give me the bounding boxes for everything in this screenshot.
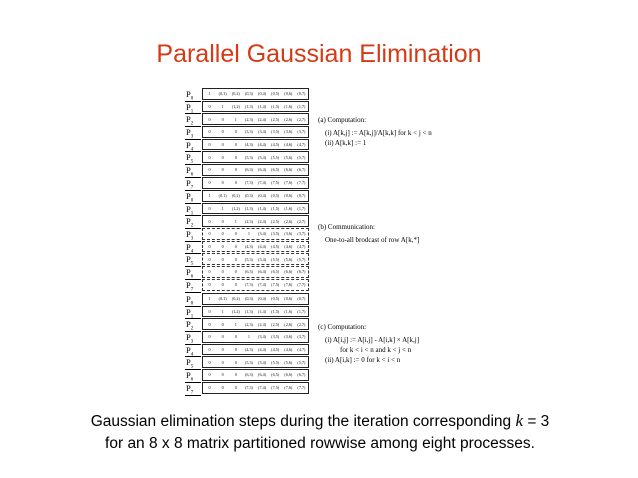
process-label: $P_4$ [185,139,201,153]
matrix-cell: (0,5) [271,91,280,97]
matrix-cell: 1 [208,193,211,199]
matrix-cell: 0 [208,321,211,327]
matrix-cell: (4,4) [258,244,267,250]
process-label: $P_0$ [185,293,201,307]
matrix-cell: (0,3) [244,296,253,302]
matrix-cell: (4,3) [244,244,253,250]
process-label: $P_2$ [185,113,201,127]
matrix-cell: (7,3) [244,282,253,288]
matrix-cell: 1 [247,231,250,237]
matrix-cell: (0,1) [218,296,227,302]
matrix-cell: 0 [208,116,211,122]
matrix-cell: (2,3) [244,321,253,327]
matrix-row [185,151,310,164]
matrix-cell: (6,3) [244,167,253,173]
matrix-cell: 1 [208,296,211,302]
matrix-cell: 0 [208,385,211,391]
process-label: $P_1$ [185,203,201,217]
matrix-cell: (1,5) [271,104,280,110]
matrix-row [185,164,310,177]
matrix-panel-c [185,293,310,395]
matrix-cell: 0 [221,321,224,327]
matrix-row [185,177,310,190]
matrix-cell: (7,6) [284,385,293,391]
matrix-cell: (4,4) [258,142,267,148]
matrix-cell: (6,4) [258,269,267,275]
process-label: $P_2$ [185,318,201,332]
matrix-cell: 0 [221,129,224,135]
process-label: $P_2$ [185,215,201,229]
matrix-cell: 0 [208,372,211,378]
matrix-cell: (1,6) [284,206,293,212]
matrix-cell: (2,4) [258,218,267,224]
matrix-cell: 0 [234,244,237,250]
matrix-cell: (2,7) [297,116,306,122]
matrix-cell: (6,5) [271,372,280,378]
matrix-row [185,139,310,152]
matrix-row-cells [202,356,309,368]
matrix-cell: 0 [208,180,211,186]
matrix-cell: (6,5) [271,269,280,275]
matrix-cell: (1,7) [297,309,306,315]
matrix-cell: (6,3) [244,269,253,275]
matrix-cell: (1,4) [258,206,267,212]
matrix-row-cells [202,279,309,291]
matrix-cell: 0 [221,372,224,378]
matrix-cell: (1,2) [231,104,240,110]
matrix-cell: 0 [208,256,211,262]
process-label: $P_6$ [185,164,201,178]
process-label: $P_0$ [185,88,201,102]
matrix-cell: 0 [208,244,211,250]
matrix-row [185,293,310,306]
matrix-row-cells [202,203,309,215]
matrix-cell: (0,7) [297,91,306,97]
matrix-cell: (7,5) [271,385,280,391]
matrix-cell: (1,7) [297,104,306,110]
matrix-cell: 0 [234,154,237,160]
matrix-cell: (0,1) [218,91,227,97]
matrix-row-cells [202,139,309,151]
matrix-cell: 0 [221,385,224,391]
matrix-cell: (4,3) [244,347,253,353]
matrix-cell: (3,5) [271,231,280,237]
matrix-row [185,318,310,331]
process-label: $P_7$ [185,279,201,293]
matrix-cell: (3,7) [297,129,306,135]
matrix-cell: (3,6) [284,231,293,237]
matrix-cell: (1,6) [284,309,293,315]
matrix-cell: (2,7) [297,218,306,224]
matrix-cell: (0,3) [244,91,253,97]
matrix-row [185,113,310,126]
matrix-row [185,215,310,228]
matrix-cell: 1 [221,309,224,315]
matrix-cell: 0 [234,282,237,288]
process-label: $P_4$ [185,344,201,358]
matrix-row-cells [202,369,309,381]
matrix-cell: (1,4) [258,104,267,110]
matrix-cell: (7,7) [297,282,306,288]
matrix-cell: (4,3) [244,142,253,148]
matrix-cell: (2,3) [244,116,253,122]
matrix-cell: (5,5) [271,359,280,365]
matrix-cell: (5,3) [244,256,253,262]
matrix-cell: (2,5) [271,116,280,122]
matrix-row [185,241,310,254]
matrix-cell: 0 [234,142,237,148]
matrix-row-cells [202,344,309,356]
process-label: $P_5$ [185,356,201,370]
matrix-cell: (5,3) [244,359,253,365]
matrix-row [185,306,310,319]
matrix-cell: (5,7) [297,154,306,160]
matrix-cell: (7,3) [244,385,253,391]
matrix-cell: (7,5) [271,282,280,288]
matrix-cell: 0 [221,256,224,262]
matrix-cell: (2,4) [258,321,267,327]
matrix-cell: 0 [221,154,224,160]
matrix-cell: 0 [208,334,211,340]
matrix-cell: 0 [221,180,224,186]
matrix-cell: 0 [234,167,237,173]
side-text-b [318,222,419,245]
slide-caption [20,410,620,455]
matrix-cell: (7,6) [284,180,293,186]
matrix-row-cells [202,190,309,202]
matrix-cell: (6,4) [258,372,267,378]
matrix-cell: (3,4) [258,129,267,135]
matrix-cell: (7,3) [244,180,253,186]
matrix-row-cells [202,331,309,343]
matrix-cell: (0,2) [231,91,240,97]
matrix-cell: (1,2) [231,206,240,212]
matrix-cell: (6,5) [271,167,280,173]
matrix-row-cells [202,293,309,305]
matrix-cell: 0 [208,218,211,224]
matrix-cell: 0 [221,218,224,224]
matrix-cell: (0,6) [284,296,293,302]
matrix-cell: 0 [221,334,224,340]
matrix-cell: (5,5) [271,256,280,262]
matrix-row-cells [202,241,309,253]
matrix-cell: (0,7) [297,296,306,302]
matrix-row [185,382,310,395]
matrix-cell: (2,6) [284,116,293,122]
matrix-cell: (1,3) [244,206,253,212]
matrix-row [185,279,310,292]
matrix-row-cells [202,215,309,227]
matrix-row [185,203,310,216]
matrix-cell: 0 [221,116,224,122]
matrix-cell: (3,7) [297,334,306,340]
matrix-cell: 0 [221,142,224,148]
matrix-row [185,101,310,114]
matrix-cell: 0 [221,347,224,353]
matrix-cell: (3,5) [271,129,280,135]
matrix-cell: (6,7) [297,167,306,173]
matrix-row [185,344,310,357]
matrix-cell: 0 [221,244,224,250]
matrix-cell: 0 [208,269,211,275]
matrix-cell: 0 [208,154,211,160]
matrix-cell: 0 [234,385,237,391]
matrix-cell: (2,3) [244,218,253,224]
matrix-cell: (4,6) [284,142,293,148]
matrix-cell: (5,6) [284,154,293,160]
process-label: $P_4$ [185,241,201,255]
matrix-cell: (5,5) [271,154,280,160]
matrix-cell: (0,1) [218,193,227,199]
matrix-cell: (3,5) [271,334,280,340]
matrix-cell: 0 [234,231,237,237]
matrix-row [185,331,310,344]
side-title-c: (c) Computation: [318,323,367,331]
matrix-cell: (2,6) [284,218,293,224]
matrix-cell: 1 [234,116,237,122]
side-line-c-0: (i) A[i,j] := A[i,j] - A[i,k] × A[k,j] [325,336,420,344]
matrix-cell: (2,6) [284,321,293,327]
matrix-cell: 0 [208,231,211,237]
matrix-cell: (4,7) [297,347,306,353]
caption-line2: for an 8 x 8 matrix partitioned rowwise among eight processes. [105,435,535,452]
matrix-cell: (5,7) [297,256,306,262]
matrix-cell: 0 [208,359,211,365]
matrix-cell: (0,4) [258,296,267,302]
matrix-cell: (3,4) [258,334,267,340]
matrix-cell: (4,4) [258,347,267,353]
process-label: $P_5$ [185,253,201,267]
caption-line1-pre: Gaussian elimination steps during the iteration corresponding [90,413,516,430]
matrix-cell: (1,7) [297,206,306,212]
matrix-row [185,228,310,241]
matrix-row-cells [202,306,309,318]
matrix-cell: (4,6) [284,244,293,250]
matrix-cell: 1 [208,91,211,97]
matrix-cell: 0 [221,167,224,173]
matrix-cell: (3,6) [284,129,293,135]
matrix-row-cells [202,126,309,138]
matrix-cell: 0 [208,167,211,173]
matrix-cell: (5,6) [284,256,293,262]
side-line-c-1: for k < i < n and k < j < n [340,346,412,354]
matrix-cell: (1,6) [284,104,293,110]
matrix-row-cells [202,266,309,278]
matrix-cell: 0 [221,269,224,275]
matrix-cell: 0 [208,282,211,288]
matrix-cell: (7,7) [297,180,306,186]
process-label: $P_3$ [185,228,201,242]
matrix-cell: (0,4) [258,193,267,199]
side-line-a-0: (i) A[k,j] := A[k,j]/A[k,k] for k < j < n [325,129,432,137]
matrix-cell: (0,5) [271,193,280,199]
matrix-row-cells [202,113,309,125]
matrix-cell: (7,7) [297,385,306,391]
side-line-a-1: (ii) A[k,k] := 1 [325,139,367,147]
matrix-cell: (6,7) [297,269,306,275]
matrix-row-cells [202,318,309,330]
matrix-cell: (1,3) [244,104,253,110]
matrix-cell: 0 [208,347,211,353]
matrix-cell: (7,4) [258,282,267,288]
matrix-cell: (4,5) [271,244,280,250]
matrix-row-cells [202,253,309,265]
matrix-cell: (5,4) [258,359,267,365]
matrix-cell: (2,5) [271,218,280,224]
matrix-row [185,88,310,101]
slide-title: Parallel Gaussian Elimination [156,40,482,68]
matrix-cell: 0 [208,104,211,110]
matrix-cell: 0 [208,129,211,135]
matrix-row [185,266,310,279]
matrix-cell: (6,6) [284,372,293,378]
matrix-cell: 0 [208,309,211,315]
matrix-cell: (0,4) [258,91,267,97]
side-text-a [318,115,432,148]
matrix-row-cells [202,177,309,189]
matrix-cell: (5,7) [297,359,306,365]
process-label: $P_5$ [185,151,201,165]
process-label: $P_1$ [185,306,201,320]
matrix-cell: (0,6) [284,91,293,97]
matrix-cell: (5,4) [258,154,267,160]
matrix-cell: (0,7) [297,193,306,199]
matrix-cell: 0 [234,372,237,378]
matrix-row-cells [202,228,309,240]
caption-line1-post: = 3 [523,413,550,430]
side-line-b-0: One-to-all brodcast of row A[k,*] [325,236,420,244]
matrix-cell: (1,5) [271,309,280,315]
matrix-row-cells [202,164,309,176]
matrix-cell: (4,5) [271,347,280,353]
matrix-row-cells [202,151,309,163]
matrix-cell: (3,7) [297,231,306,237]
matrix-cell: 1 [221,206,224,212]
matrix-cell: 0 [221,231,224,237]
matrix-cell: (3,4) [258,231,267,237]
matrix-cell: (0,2) [231,296,240,302]
matrix-cell: 0 [221,359,224,365]
matrix-cell: 0 [208,142,211,148]
matrix-cell: (4,6) [284,347,293,353]
matrix-row [185,356,310,369]
matrix-cell: 0 [234,334,237,340]
matrix-cell: (5,3) [244,154,253,160]
matrix-cell: 0 [234,180,237,186]
matrix-row [185,126,310,139]
matrix-cell: (1,4) [258,309,267,315]
matrix-cell: (7,5) [271,180,280,186]
matrix-cell: 0 [221,282,224,288]
matrix-cell: (6,4) [258,167,267,173]
process-label: $P_0$ [185,190,201,204]
matrix-cell: (6,7) [297,372,306,378]
matrix-cell: 1 [221,104,224,110]
side-text-c [318,322,419,365]
matrix-cell: 0 [208,206,211,212]
side-title-a: (a) Computation: [318,116,367,124]
matrix-cell: (0,2) [231,193,240,199]
side-title-b: (b) Communication: [318,223,375,231]
process-label: $P_3$ [185,126,201,140]
matrix-cell: 0 [234,256,237,262]
matrix-cell: 0 [234,269,237,275]
matrix-cell: (2,5) [271,321,280,327]
matrix-cell: (0,5) [271,296,280,302]
matrix-cell: (4,7) [297,142,306,148]
matrix-cell: (1,3) [244,309,253,315]
matrix-row-cells [202,101,309,113]
matrix-cell: (2,4) [258,116,267,122]
process-label: $P_6$ [185,266,201,280]
matrix-cell: (6,3) [244,372,253,378]
matrix-cell: (1,2) [231,309,240,315]
process-label: $P_7$ [185,382,201,396]
matrix-row-cells [202,88,309,100]
matrix-panel-b [185,190,310,292]
matrix-cell: (3,6) [284,334,293,340]
matrix-cell: (6,6) [284,167,293,173]
matrix-row [185,369,310,382]
process-label: $P_7$ [185,177,201,191]
matrix-cell: (0,6) [284,193,293,199]
caption-k: k [515,411,524,430]
matrix-cell: (7,4) [258,385,267,391]
process-label: $P_6$ [185,369,201,383]
matrix-cell: (4,7) [297,244,306,250]
matrix-cell: 1 [247,334,250,340]
matrix-cell: (1,5) [271,206,280,212]
matrix-cell: (5,4) [258,256,267,262]
process-label: $P_3$ [185,331,201,345]
matrix-cell: (6,6) [284,269,293,275]
matrix-cell: (7,6) [284,282,293,288]
side-line-c-2: (ii) A[i,k] := 0 for k < i < n [325,356,401,364]
matrix-row [185,190,310,203]
matrix-cell: 0 [234,359,237,365]
matrix-cell: (7,4) [258,180,267,186]
matrix-row-cells [202,382,309,394]
matrix-cell: 0 [234,129,237,135]
process-label: $P_1$ [185,101,201,115]
matrix-row [185,253,310,266]
matrix-cell: (3,3) [244,129,253,135]
matrix-cell: 0 [234,347,237,353]
matrix-cell: (0,3) [244,193,253,199]
matrix-cell: 1 [234,218,237,224]
matrix-cell: (5,6) [284,359,293,365]
matrix-cell: 1 [234,321,237,327]
matrix-cell: (2,7) [297,321,306,327]
matrix-cell: (4,5) [271,142,280,148]
matrix-panel-a [185,88,310,190]
